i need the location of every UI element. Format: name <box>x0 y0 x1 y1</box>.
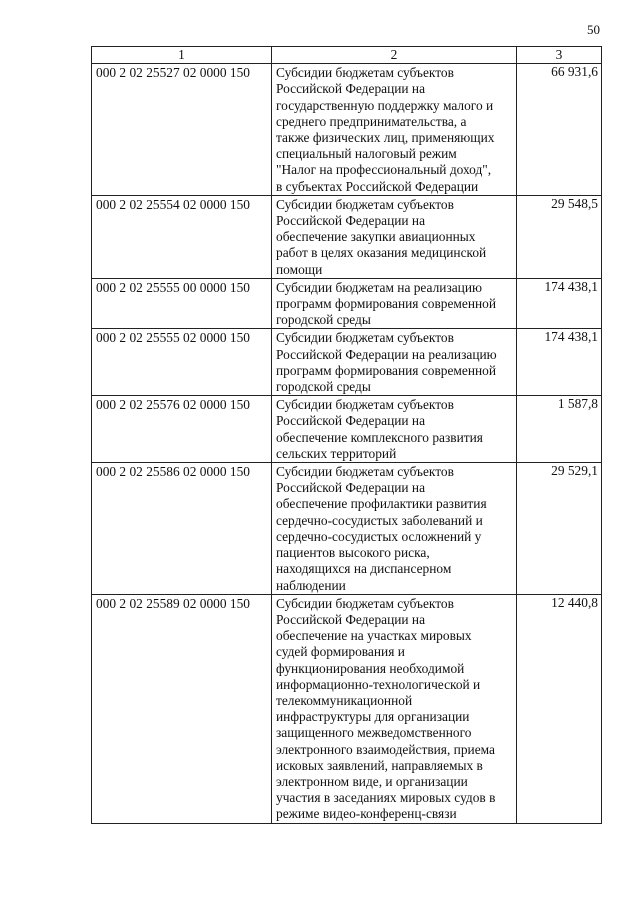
description-line: городской среды <box>276 312 371 328</box>
page-number: 50 <box>587 22 600 37</box>
description-line: государственную поддержку малого и <box>276 97 494 113</box>
column-header-amount: 3 <box>517 47 602 64</box>
description-line: Субсидии бюджетам субъектов <box>276 196 454 212</box>
description-cell <box>272 195 517 278</box>
description-line: электронном виде, и организации <box>276 773 468 789</box>
description-line: находящихся на диспансерном <box>276 561 452 577</box>
description-line: городской среды <box>276 379 371 395</box>
description-line: сердечно-сосудистых осложнений у <box>276 528 482 544</box>
description-line: функционирования необходимой <box>276 660 465 676</box>
description-line: исковых заявлений, направляемых в <box>276 757 483 773</box>
description-line: защищенного межведомственного <box>276 725 472 741</box>
description-line: среднего предпринимательства, а <box>276 113 467 129</box>
description-line: наблюдении <box>276 577 346 593</box>
description-cell <box>272 396 517 463</box>
description-cell <box>272 64 517 196</box>
description-line: судей формирования и <box>276 644 405 660</box>
description-line: Российской Федерации на <box>276 611 426 627</box>
description-line: Субсидии бюджетам субъектов <box>276 595 454 611</box>
amount-cell: 66 931,6 <box>517 64 602 196</box>
column-header-code: 1 <box>92 47 272 64</box>
description-line: "Налог на профессиональный доход", <box>276 162 492 178</box>
description-line: обеспечение закупки авиационных <box>276 229 476 245</box>
table-row <box>92 64 602 196</box>
budget-code-cell: 000 2 02 25586 02 0000 150 <box>92 463 272 595</box>
description-line: сердечно-сосудистых заболеваний и <box>276 512 483 528</box>
table-row <box>92 195 602 278</box>
description-line: Российской Федерации на <box>276 81 426 97</box>
table-row <box>92 463 602 595</box>
description-cell <box>272 594 517 823</box>
amount-cell: 1 587,8 <box>517 396 602 463</box>
description-line: Российской Федерации на реализацию <box>276 346 497 362</box>
table-row <box>92 396 602 463</box>
amount-cell: 29 529,1 <box>517 463 602 595</box>
description-line: работ в целях оказания медицинской <box>276 245 487 261</box>
description-cell <box>272 463 517 595</box>
description-line: в субъектах Российской Федерации <box>276 178 479 194</box>
table-row <box>92 594 602 823</box>
table-body <box>92 64 602 823</box>
description-line: пациентов высокого риска, <box>276 545 430 561</box>
description-line: Субсидии бюджетам субъектов <box>276 330 454 346</box>
description-line: программ формирования современной <box>276 296 497 312</box>
budget-code-cell: 000 2 02 25555 00 0000 150 <box>92 278 272 329</box>
description-line: обеспечение комплексного развития <box>276 429 483 445</box>
amount-cell: 29 548,5 <box>517 195 602 278</box>
amount-cell: 174 438,1 <box>517 278 602 329</box>
description-line: помощи <box>276 261 323 277</box>
description-line: Субсидии бюджетам субъектов <box>276 397 454 413</box>
budget-code-cell: 000 2 02 25589 02 0000 150 <box>92 594 272 823</box>
column-header-description: 2 <box>272 47 517 64</box>
description-line: Российской Федерации на <box>276 213 426 229</box>
description-line: Субсидии бюджетам субъектов <box>276 65 454 81</box>
description-line: участия в заседаниях мировых судов в <box>276 790 496 806</box>
budget-code-cell: 000 2 02 25554 02 0000 150 <box>92 195 272 278</box>
description-line: обеспечение на участках мировых <box>276 628 472 644</box>
description-line: также физических лиц, применяющих <box>276 130 495 146</box>
description-line: инфраструктуры для организации <box>276 709 470 725</box>
description-line: программ формирования современной <box>276 362 497 378</box>
budget-code-cell: 000 2 02 25527 02 0000 150 <box>92 64 272 196</box>
description-line: Российской Федерации на <box>276 413 426 429</box>
table-row <box>92 329 602 396</box>
table-header-row <box>92 47 602 64</box>
description-cell <box>272 278 517 329</box>
description-line: телекоммуникационной <box>276 692 413 708</box>
description-line: Российской Федерации на <box>276 480 426 496</box>
description-line: информационно-технологической и <box>276 676 481 692</box>
budget-code-cell: 000 2 02 25576 02 0000 150 <box>92 396 272 463</box>
description-line: Субсидии бюджетам на реализацию <box>276 279 483 295</box>
table-row <box>92 278 602 329</box>
budget-revenue-table <box>91 46 602 824</box>
description-line: режиме видео-конференц-связи <box>276 806 457 822</box>
amount-cell: 12 440,8 <box>517 594 602 823</box>
description-line: специальный налоговый режим <box>276 146 457 162</box>
amount-cell: 174 438,1 <box>517 329 602 396</box>
description-line: сельских территорий <box>276 445 397 461</box>
description-line: обеспечение профилактики развития <box>276 496 487 512</box>
description-line: электронного взаимодействия, приема <box>276 741 495 757</box>
budget-code-cell: 000 2 02 25555 02 0000 150 <box>92 329 272 396</box>
description-line: Субсидии бюджетам субъектов <box>276 464 454 480</box>
description-cell <box>272 329 517 396</box>
